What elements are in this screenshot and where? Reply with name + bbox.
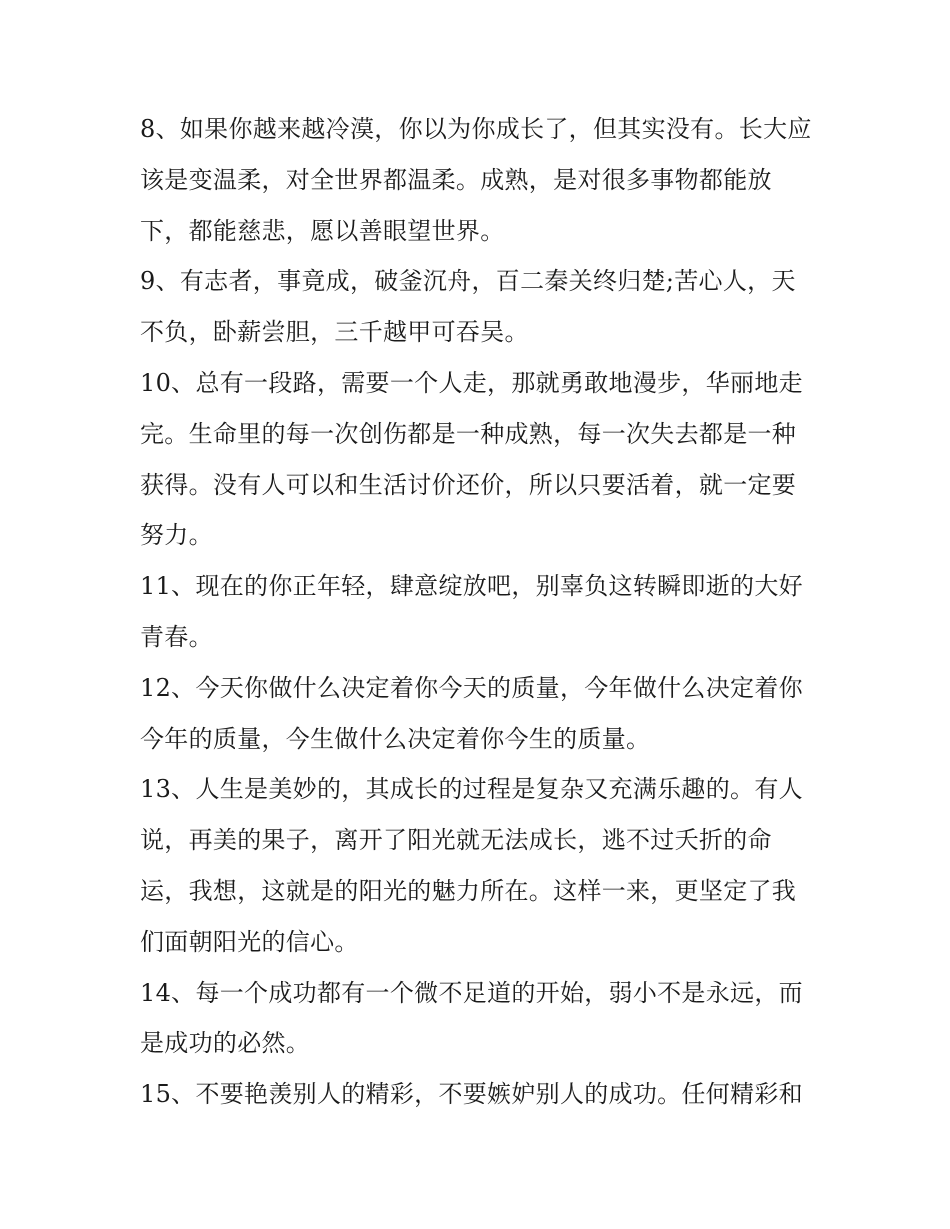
paragraph-9: 9、有志者，事竟成，破釜沉舟，百二秦关终归楚;苦心人，天不负，卧薪尝胆，三千越甲可吞吴。: [140, 267, 796, 347]
paragraph-12: 12、今天你做什么决定着你今天的质量，今年做什么决定着你今年的质量，今生做什么决定着你今生的质量。: [140, 673, 803, 753]
paragraph-8: 8、如果你越来越冷漠，你以为你成长了，但其实没有。长大应该是变温柔，对全世界都温柔。成熟，是对很多事物都能放下，都能慈悲，愿以善眼望世界。: [140, 115, 812, 245]
paragraph-10: 10、总有一段路，需要一个人走，那就勇敢地漫步，华丽地走完。生命里的每一次创伤都是一种成熟，每一次失去都是一种获得。没有人可以和生活讨价还价，所以只要活着，就一定要努力。: [140, 368, 803, 550]
paragraph-14: 14、每一个成功都有一个微不足道的开始，弱小不是永远，而是成功的必然。: [140, 978, 803, 1058]
document-page: [140, 104, 816, 1120]
paragraph-15: 15、不要艳羡别人的精彩，不要嫉妒别人的成功。任何精彩和: [140, 1080, 803, 1109]
paragraph-11: 11、现在的你正年轻，肆意绽放吧，别辜负这转瞬即逝的大好青春。: [140, 572, 803, 651]
paragraph-13: 13、人生是美妙的，其成长的过程是复杂又充满乐趣的。有人说，再美的果子，离开了阳光就无法成长，逃不过夭折的命运，我想，这就是的阳光的魅力所在。这样一来，更坚定了我们面朝阳光的信心。: [140, 775, 803, 956]
